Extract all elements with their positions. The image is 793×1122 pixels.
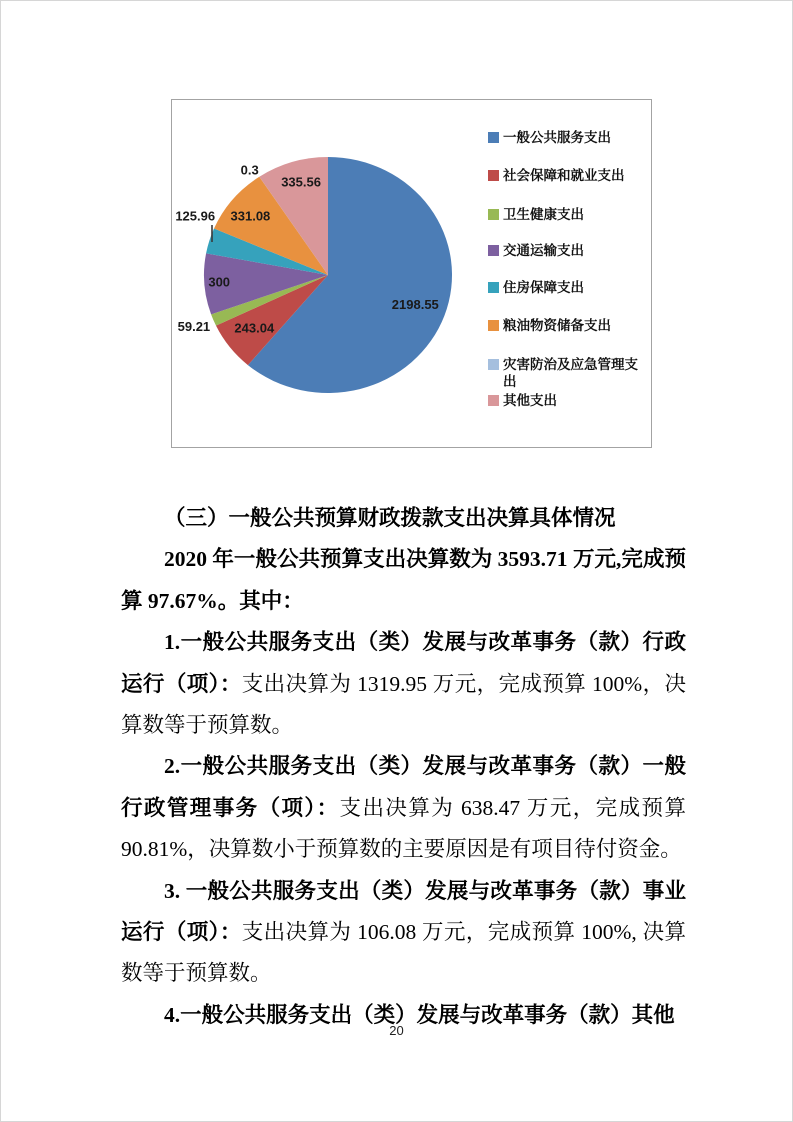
pie-data-label: 331.08 <box>230 208 271 224</box>
legend-label: 灾害防治及应急管理支出 <box>503 357 638 389</box>
legend-color-swatch-icon <box>488 320 499 331</box>
paragraph <box>121 871 686 995</box>
text-segment: （三）一般公共预算财政拨款支出决算具体情况 <box>164 506 616 530</box>
pie-data-label: 2198.55 <box>391 296 439 312</box>
pie-data-label: 243.04 <box>234 320 275 336</box>
chart-legend <box>488 100 648 447</box>
legend-label: 住房保障支出 <box>503 280 584 295</box>
legend-label: 粮油物资储备支出 <box>503 318 611 333</box>
legend-label: 其他支出 <box>503 393 557 408</box>
text-segment: 4.一般公共服务支出（类）发展与改革事务（款）其他 <box>164 1002 675 1027</box>
paragraph <box>121 622 686 746</box>
pie-data-label: 335.56 <box>281 174 321 190</box>
legend-color-swatch-icon <box>488 359 499 370</box>
legend-color-swatch-icon <box>488 170 499 181</box>
text-segment: 1.一般公共服务支出（类）发展与改革事务（款）行政运行（项）： <box>121 630 686 696</box>
pie-data-label: 300 <box>208 274 231 290</box>
page-number: 20 <box>389 1023 404 1038</box>
text-segment: 2.一般公共服务支出（类）发展与改革事务（款）一般行政管理事务（项）： <box>121 754 686 820</box>
legend-label: 交通运输支出 <box>503 243 584 258</box>
legend-color-swatch-icon <box>488 282 499 293</box>
legend-color-swatch-icon <box>488 395 499 406</box>
pie-data-label: 125.96 <box>175 208 216 224</box>
legend-color-swatch-icon <box>488 132 499 143</box>
text-segment: 支出决算为 638.47 万元，完成预算 90.81%，决算数小于预算数的主要原因是有项目待付资金。 <box>121 795 686 862</box>
text-segment: 支出决算为 106.08 万元，完成预算 100%, 决算数等于预算数。 <box>121 920 686 986</box>
legend-item <box>488 242 643 259</box>
text-segment: 支出决算为 1319.95 万元，完成预算 100%，决算数等于预算数。 <box>121 671 686 738</box>
document-body <box>121 498 686 1036</box>
paragraph <box>121 539 686 622</box>
legend-item <box>488 206 643 223</box>
paragraph <box>121 746 686 870</box>
legend-item <box>488 167 643 184</box>
pie-data-label: 0.3 <box>240 162 259 178</box>
legend-item <box>488 356 643 390</box>
legend-label: 一般公共服务支出 <box>503 130 611 145</box>
text-segment: 3. 一般公共服务支出（类）发展与改革事务（款）事业运行（项）： <box>121 878 686 945</box>
legend-item <box>488 392 643 409</box>
pie-data-label: 59.21 <box>177 319 211 335</box>
legend-color-swatch-icon <box>488 209 499 220</box>
legend-label: 社会保障和就业支出 <box>503 168 625 183</box>
legend-item <box>488 317 643 334</box>
pie-chart-frame <box>171 99 652 448</box>
paragraph <box>121 498 686 539</box>
text-segment: 2020 年一般公共预算支出决算数为 3593.71 万元,完成预算 97.67%。其中： <box>121 547 686 613</box>
legend-color-swatch-icon <box>488 245 499 256</box>
legend-label: 卫生健康支出 <box>503 207 584 222</box>
legend-item <box>488 129 643 146</box>
legend-item <box>488 279 643 296</box>
